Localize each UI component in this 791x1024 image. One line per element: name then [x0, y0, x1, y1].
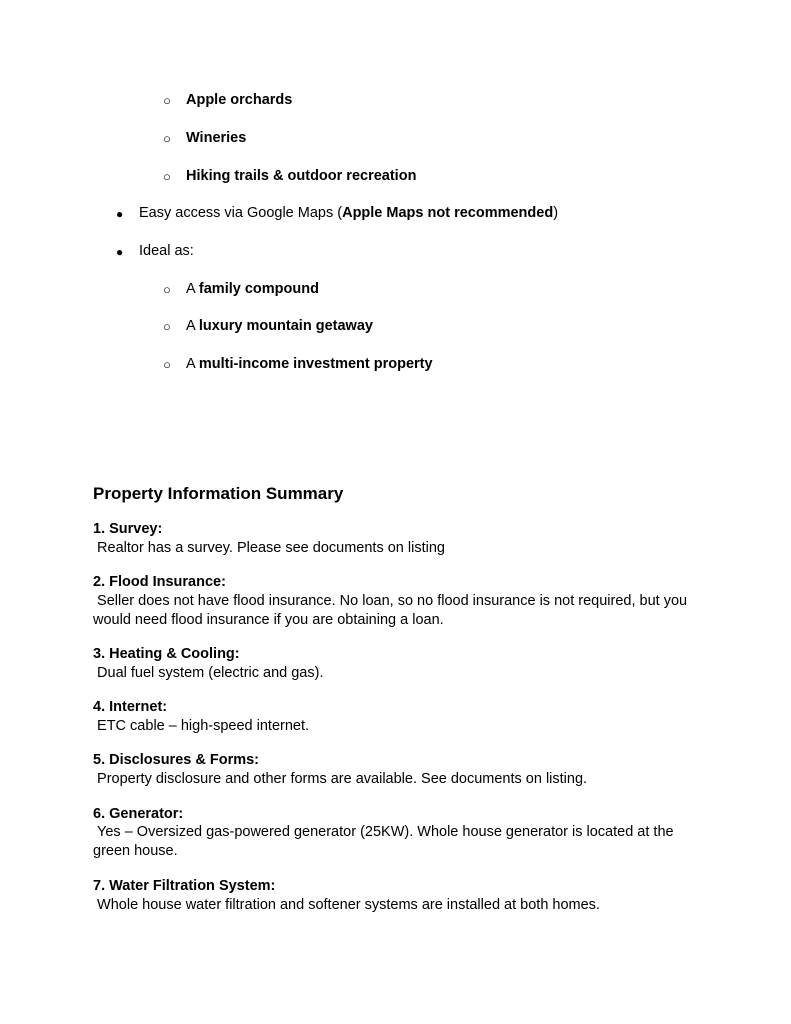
item-title-survey: 1. Survey:: [93, 521, 163, 537]
bullet-marker: ●: [116, 207, 124, 221]
sub-bullet-item: [186, 91, 292, 110]
sub-bullet-item: [186, 129, 246, 148]
bullet-access-suffix: ): [553, 205, 559, 221]
sub-bullet-marker: ○: [163, 169, 171, 184]
bullet-access: [139, 204, 558, 223]
sub-bullet-bold-text: Wineries: [186, 130, 247, 146]
sub-bullet-bold-text: multi-income investment property: [198, 356, 433, 372]
sub-bullet-bold-text: family compound: [198, 281, 319, 297]
item-body-disclosures-forms: Property disclosure and other forms are available. See documents on listing.: [93, 771, 588, 787]
sub-bullet-plain-text: A: [186, 281, 199, 297]
sub-bullet-plain-text: A: [186, 318, 199, 334]
item-title-internet: 4. Internet:: [93, 699, 168, 715]
item-body-survey: Realtor has a survey. Please see documents on listing: [93, 540, 445, 556]
sub-bullet-marker: ○: [163, 319, 171, 334]
section-heading: Property Information Summary: [93, 484, 344, 503]
bullet-access-prefix: Easy access via Google Maps (: [139, 205, 343, 221]
sub-bullet-bold-text: Apple orchards: [186, 92, 293, 108]
item-title-heating-cooling: 3. Heating & Cooling:: [93, 646, 240, 662]
sub-bullet-marker: ○: [163, 282, 171, 297]
item-title-water-filtration: 7. Water Filtration System:: [93, 878, 276, 894]
bullet-marker: ●: [116, 245, 124, 259]
item-title-disclosures-forms: 5. Disclosures & Forms:: [93, 752, 259, 768]
sub-bullet-bold-text: Hiking trails & outdoor recreation: [186, 168, 417, 184]
item-title-flood-insurance: 2. Flood Insurance:: [93, 574, 226, 590]
item-body-internet: ETC cable – high-speed internet.: [93, 718, 310, 734]
item-body-water-filtration: Whole house water filtration and softener systems are installed at both homes.: [93, 897, 600, 913]
sub-bullet-marker: ○: [163, 93, 171, 108]
sub-bullet-item: [186, 167, 416, 186]
sub-bullet-item: [186, 317, 373, 336]
sub-bullet-bold-text: luxury mountain getaway: [198, 318, 373, 334]
sub-bullet-marker: ○: [163, 131, 171, 146]
item-title-generator: 6. Generator:: [93, 806, 184, 822]
sub-bullet-item: [186, 355, 433, 374]
item-body-generator: Yes – Oversized gas-powered generator (25KW). Whole house generator is located at the green house.: [93, 824, 678, 859]
sub-bullet-item: [186, 280, 319, 299]
item-body-flood-insurance: Seller does not have flood insurance. No loan, so no flood insurance is not required, but you would need flood insurance if you are obtaining a loan.: [93, 593, 692, 628]
sub-bullet-marker: ○: [163, 357, 171, 372]
bullet-access-bold: Apple Maps not recommended: [342, 205, 554, 221]
item-body-heating-cooling: Dual fuel system (electric and gas).: [93, 665, 324, 681]
sub-bullet-plain-text: A: [186, 356, 199, 372]
bullet-ideal-label: Ideal as:: [139, 243, 194, 259]
